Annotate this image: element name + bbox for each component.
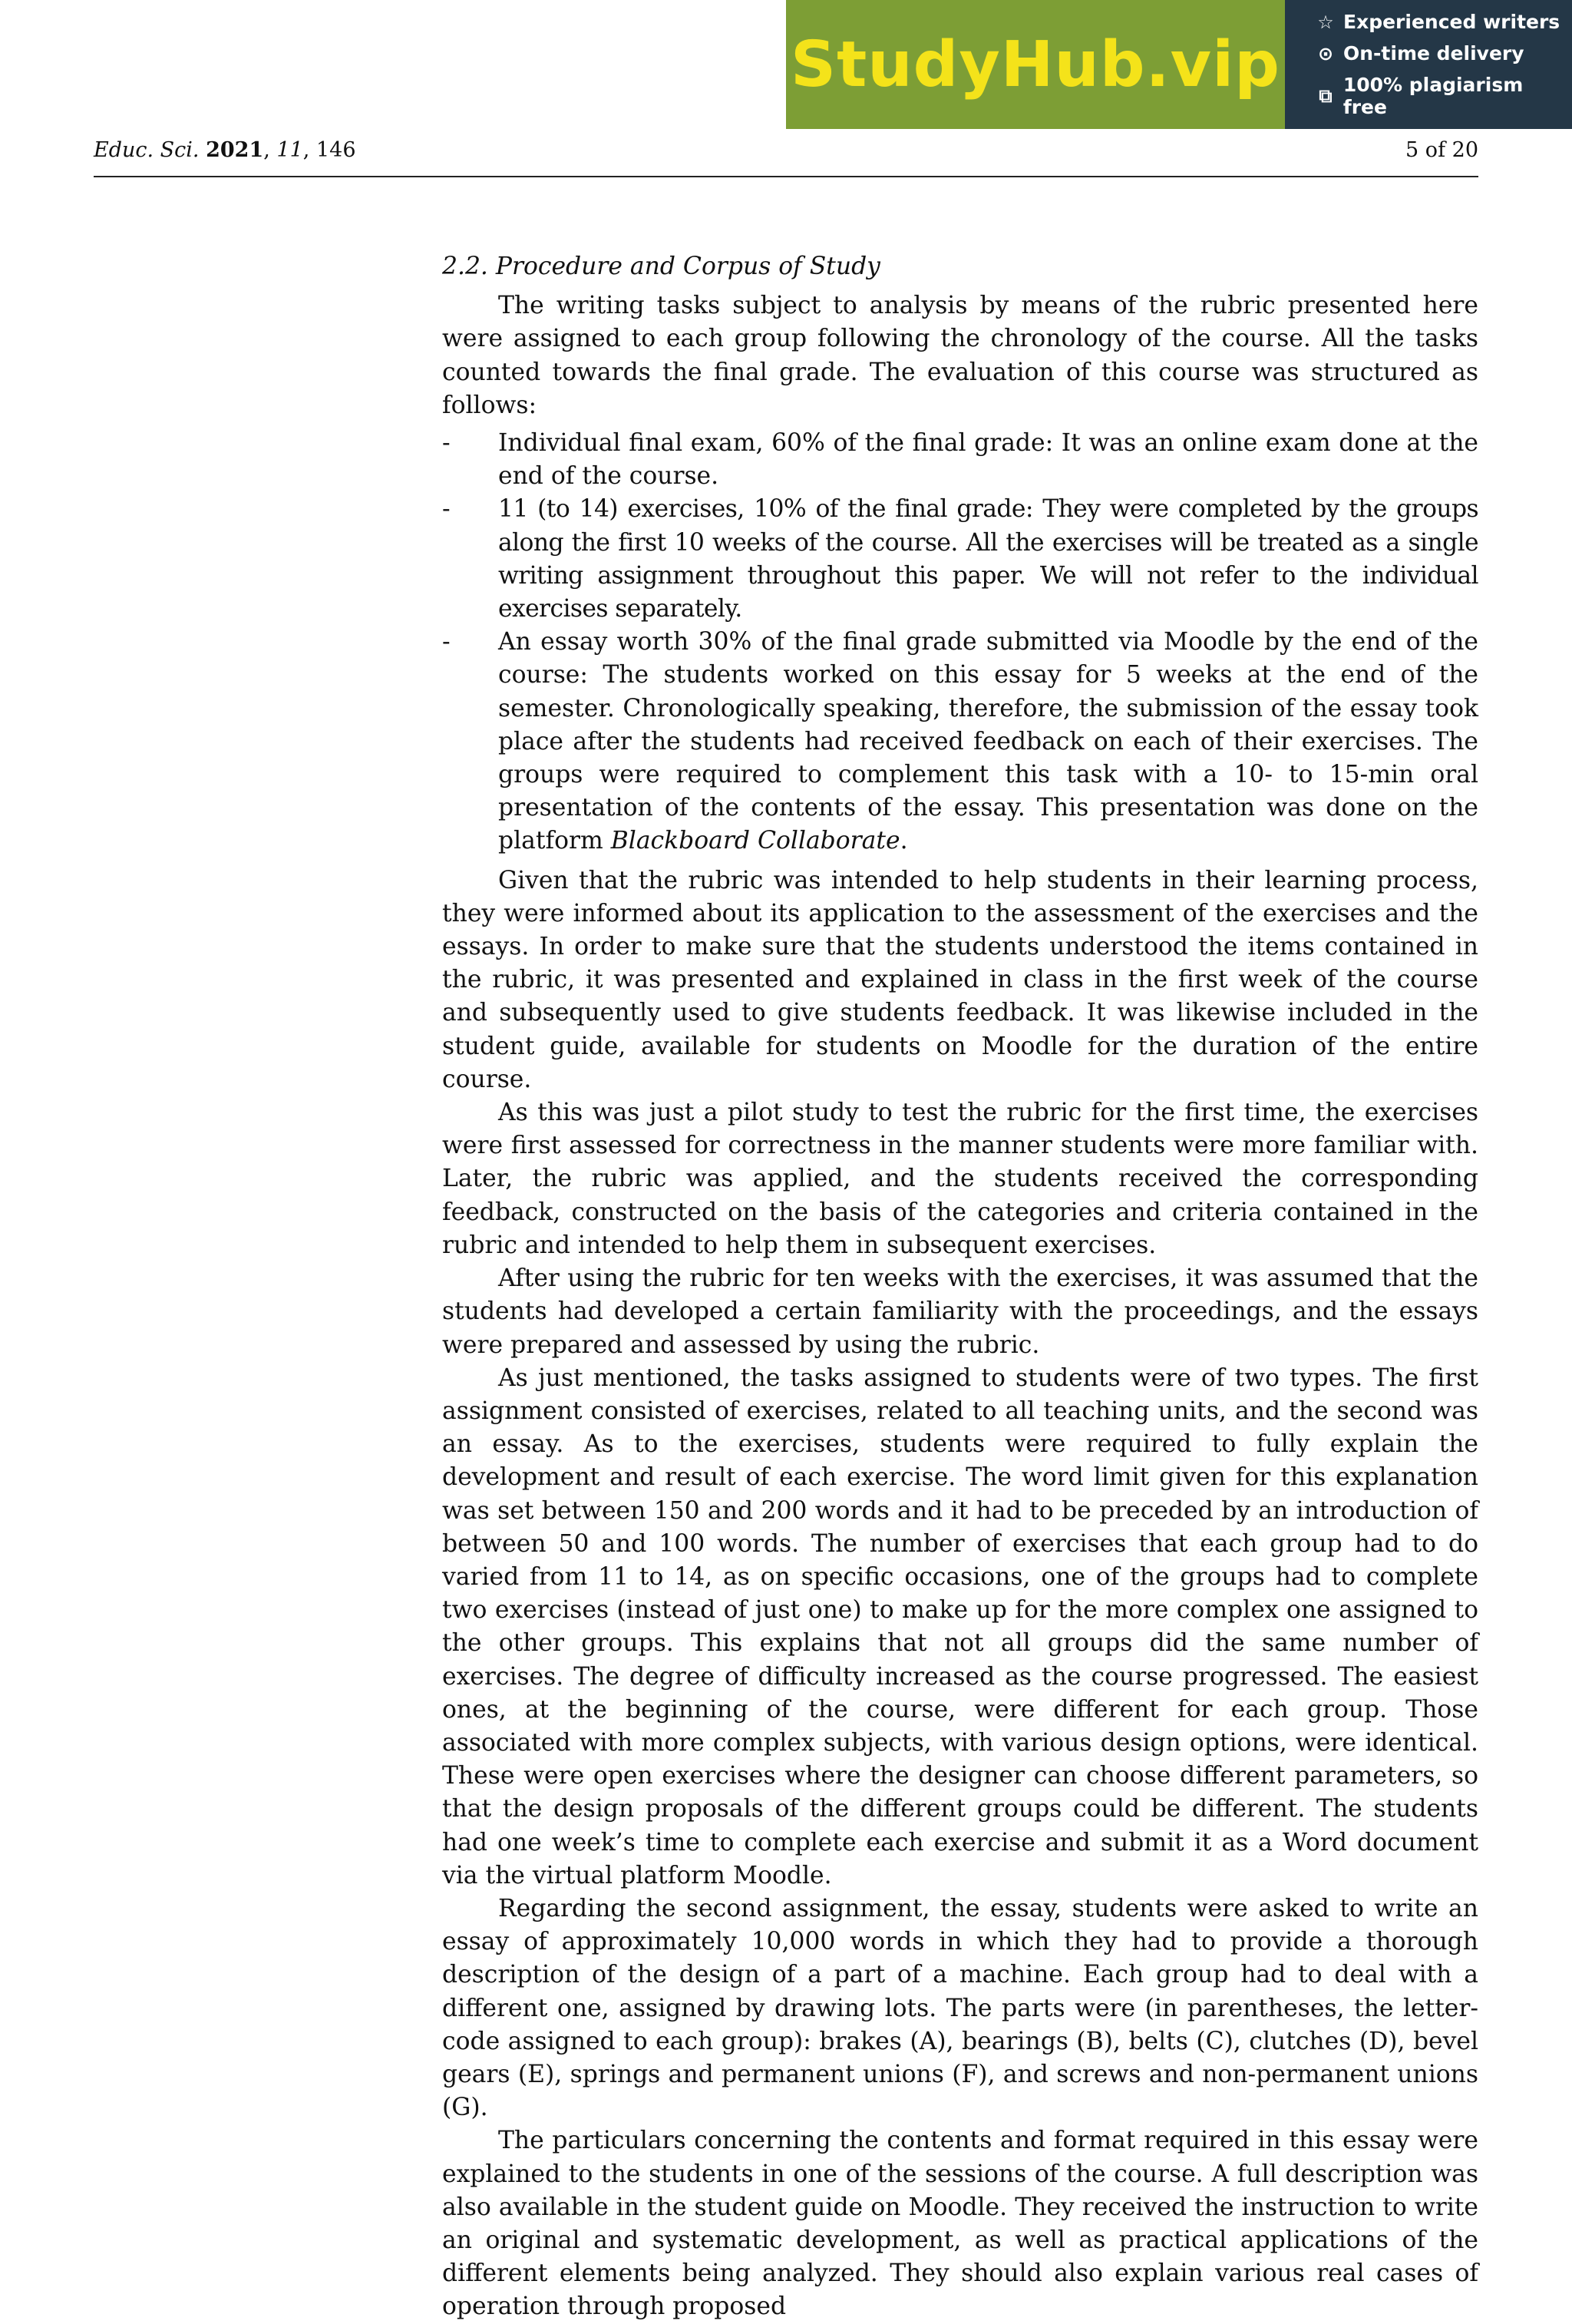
copy-icon: ⧉ — [1319, 85, 1333, 107]
paragraph: Regarding the second assignment, the essay, students were asked to write an essay of approximately 10,000 words in which they had to provide a thorough description of the design of a part of a machine. Each group had to deal with a different one, assigned by drawing lots. The parts were (in parentheses, the letter-code assigned to each group): brakes (A), bearings (B), belts (C), clutches (D), bevel gears (E), springs and permanent unions (F), and screws and non-permanent unions (G). — [442, 1894, 1478, 2122]
logo-text: StudyHub.vip — [791, 28, 1280, 101]
feature-experienced-writers — [1316, 11, 1572, 33]
star-icon: ☆ — [1317, 11, 1334, 33]
paragraph: As just mentioned, the tasks assigned to students were of two types. The first assignment consisted of exercises, related to all teaching units, and the second was an essay. As to the exercises, students were required to fully explain the development and result of each exercise. The word limit given for this explanation was set between 150 and 200 words and it had to be preceded by an introduction of between 50 and 100 words. The number of exercises that each group had to do varied from 11 to 14, as on specific occasions, one of the groups had to complete two exercises (instead of just one) to make up for the more complex one assigned to the other groups. This explains that not all groups did the same number of exercises. The degree of difficulty increased as the course progressed. The easiest ones, at the beginning of the course, were different for each group. Those associated with more complex subjects, with various design options, were identical. These were open exercises where the designer can choose different parameters, so that the design proposals of the different groups could be different. The students had one week’s time to complete each exercise and submit it as a Word document via the virtual platform Moodle. — [442, 1364, 1478, 1889]
feature-plagiarism-free — [1316, 74, 1572, 118]
body-text — [442, 250, 1478, 2324]
feature-label: 100% plagiarism free — [1342, 74, 1524, 118]
paragraph: As this was just a pilot study to test the rubric for the first time, the exercises were first assessed for correctness in the manner students were more familiar with. Later, the rubric was applied, and the students received the corresponding feedback, constructed on the basis of the categories and criteria contained in the rubric and intended to help them in subsequent exercises. — [442, 1099, 1478, 1259]
studyhub-logo[interactable] — [786, 0, 1285, 129]
paragraph: Given that the rubric was intended to help students in their learning process, they were informed about its application to the assessment of the exercises and the essays. In order to make sure that the students understood the items contained in the rubric, it was presented and explained in class in the first week of the course and subsequently used to give students feedback. It was likewise included in the student guide, available for students on Moodle for the duration of the entire course. — [442, 866, 1478, 1093]
evaluation-list — [442, 427, 1478, 858]
platform-name: Blackboard Collaborate — [610, 827, 900, 855]
clock-icon: ⊙ — [1317, 42, 1334, 64]
feature-on-time-delivery — [1316, 42, 1572, 64]
header-rule — [94, 176, 1478, 177]
page-number: 5 of 20 — [1405, 138, 1478, 162]
ad-banner[interactable] — [786, 0, 1572, 129]
article-number: , 146 — [302, 138, 356, 162]
paragraph: The particulars concerning the contents and format required in this essay were explained to the students in one of the sessions of the course. A full description was also available in the student guide on Moodle. They received the instruction to write an original and systematic development, as well as practical applications of the different elements being analyzed. They should also explain various real cases of operation through proposed — [442, 2127, 1478, 2321]
paragraph: The writing tasks subject to analysis by means of the rubric presented here were assigned to each group following the chronology of the course. All the tasks counted towards the final grade. The evaluation of this course was structured as follows: — [442, 292, 1478, 419]
journal-volume: 11 — [276, 138, 303, 162]
journal-name: Educ. Sci. — [94, 138, 200, 162]
section-title: 2.2. Procedure and Corpus of Study — [442, 253, 880, 280]
feature-label: On-time delivery — [1343, 42, 1524, 64]
list-item: - An essay worth 30% of the final grade submitted via Moodle by the end of the course: The students worked on this essay for 5 weeks at the end of the semester. Chronologically speaking, therefore, the submission of the essay took place after the students had received feedback on each of their exercises. The groups were required to complement this task with a 10- to 15-min oral presentation of the contents of the essay. This presentation was done on the platform Blackboard Collaborate. — [442, 628, 1478, 855]
banner-features — [1285, 0, 1572, 129]
list-item: - 11 (to 14) exercises, 10% of the final grade: They were completed by the groups along the first 10 weeks of the course. All the exercises will be treated as a single writing assignment throughout this paper. We will not refer to the individual exercises separately. — [442, 495, 1478, 623]
running-header — [94, 138, 1478, 162]
feature-label: Experienced writers — [1343, 11, 1560, 33]
paragraph: After using the rubric for ten weeks with the exercises, it was assumed that the students had developed a certain familiarity with the proceedings, and the essays were prepared and assessed by using the rubric. — [442, 1264, 1478, 1359]
citation: Educ. Sci. 2021, 11, 146 — [94, 138, 356, 162]
list-item: - Individual final exam, 60% of the final grade: It was an online exam done at the end of the course. — [442, 429, 1478, 491]
journal-year: 2021 — [206, 138, 264, 162]
